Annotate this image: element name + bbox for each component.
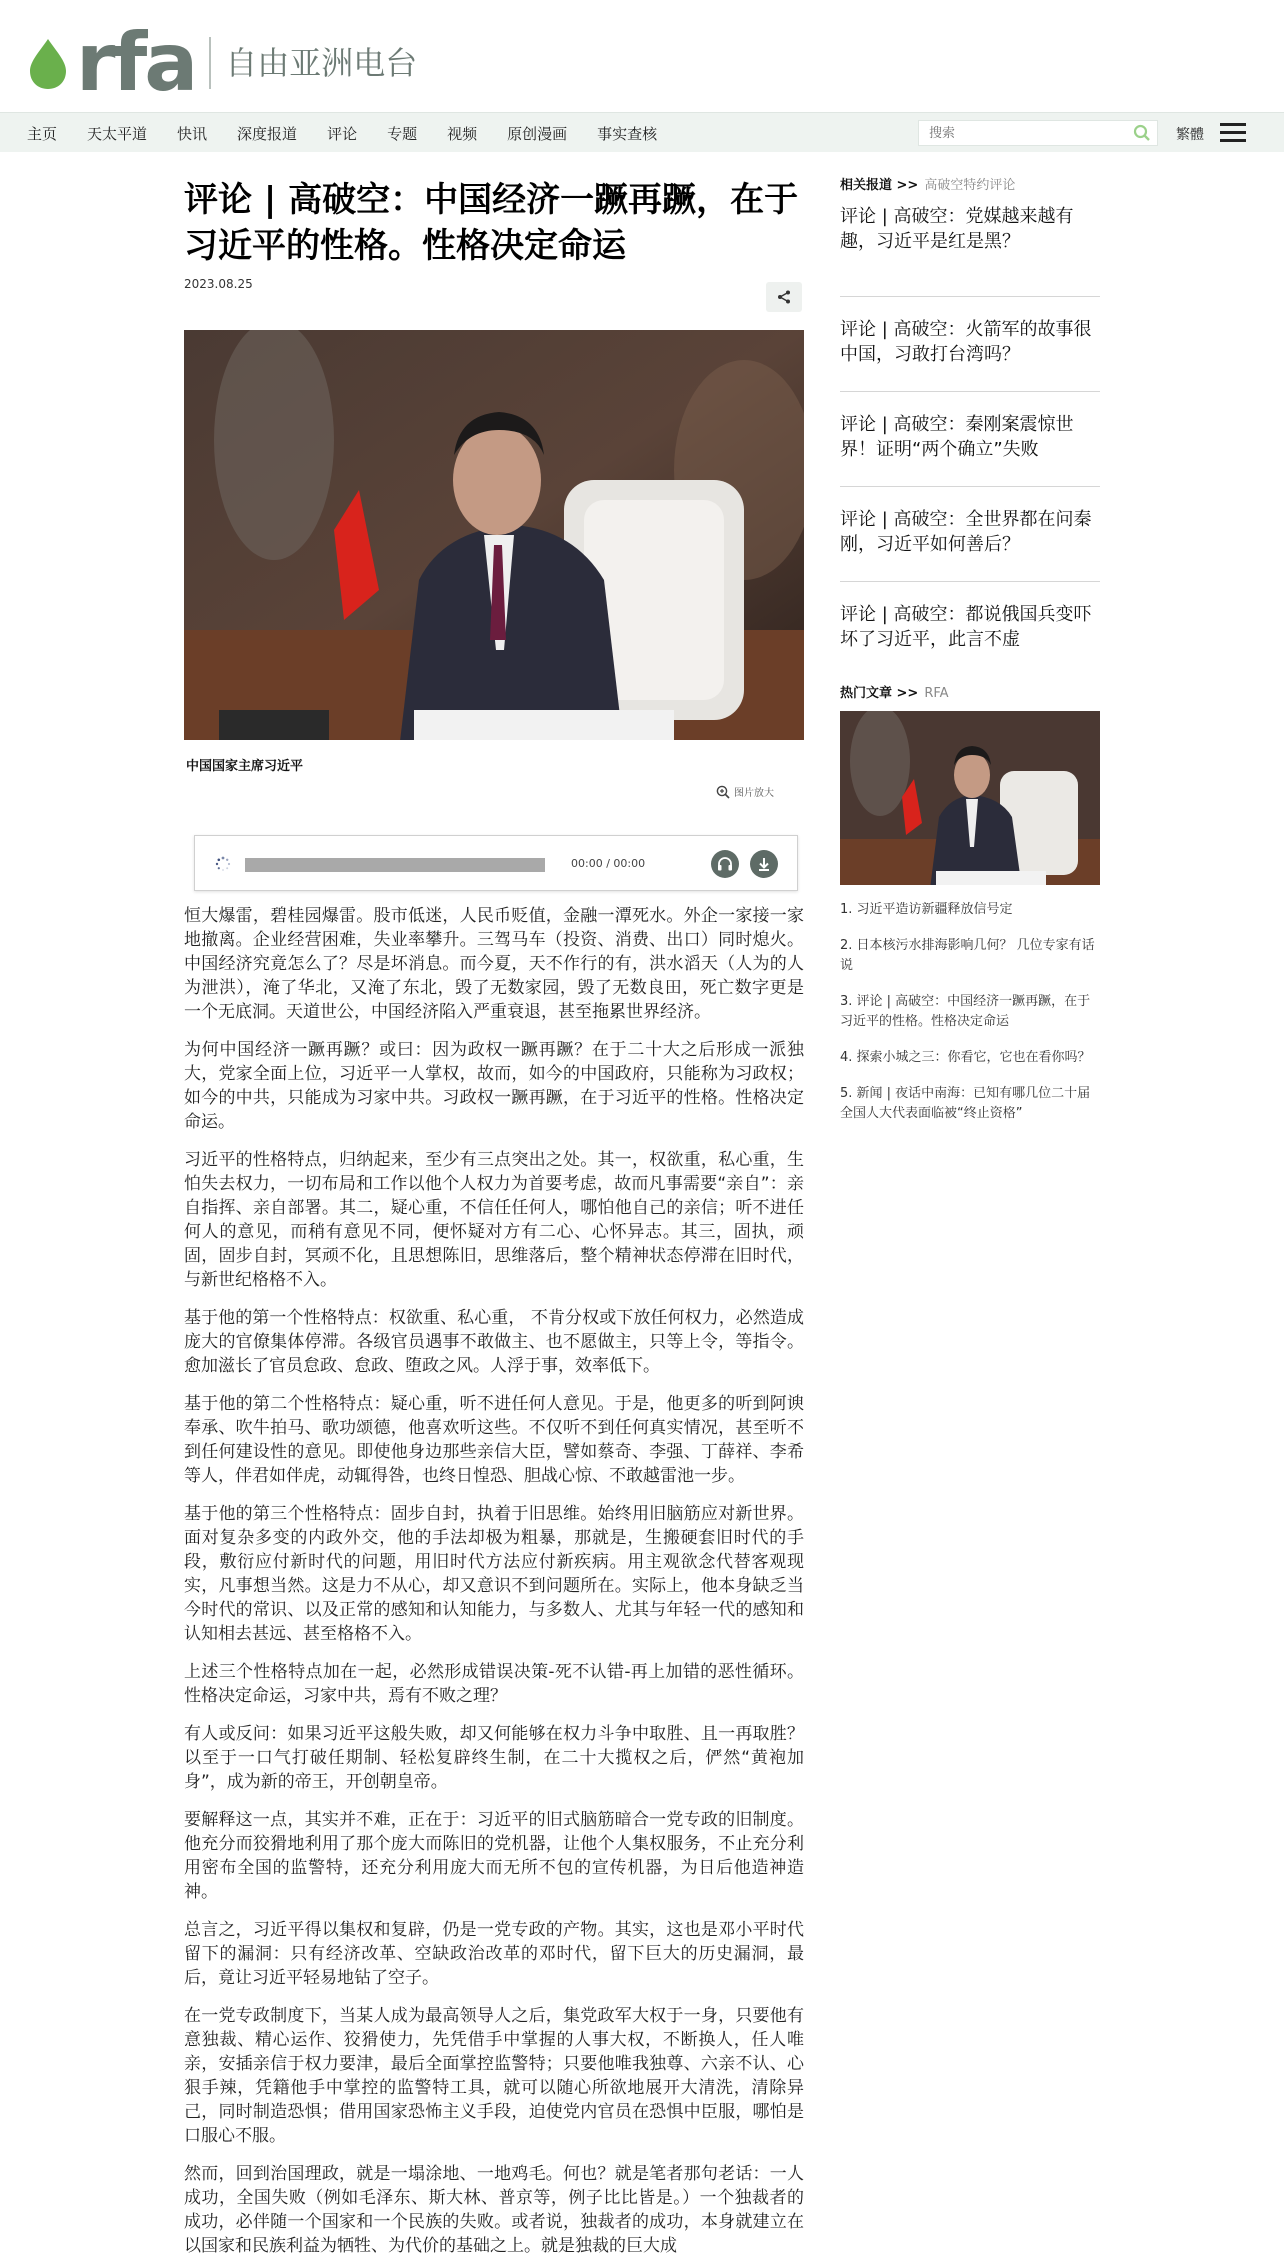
download-icon[interactable] [750, 850, 778, 878]
logo-divider [209, 37, 211, 89]
related-heading [840, 174, 1015, 193]
article-paragraph: 基于他的第三个性格特点：固步自封，执着于旧思维。始终用旧脑筋应对新世界。面对复杂多变的内政外交，他的手法却极为粗暴，那就是，生搬硬套旧时代的手段，敷衍应付新时代的问题，用旧时代方法应付新疾病。用主观欲念代替客观现实，凡事想当然。这是力不从心，却又意识不到问题所在。实际上，他本身缺乏当今时代的常识、以及正常的感知和认知能力，与多数人、尤其与年轻一代的感知和认知相去甚远、甚至格格不入。 [184, 1504, 804, 1644]
article-paragraph: 恒大爆雷，碧桂园爆雷。股市低迷，人民币贬值，金融一潭死水。外企一家接一家地撤离。企业经营困难，失业率攀升。三驾马车（投资、消费、出口）同时熄火。中国经济究竟怎么了？尽是坏消息。而今夏，天不作行的有，洪水滔天（人为的人为泄洪），淹了华北，又淹了东北，毁了无数家园，毁了无数良田，死亡数字更是一个无底洞。天道世公，中国经济陷入严重衰退，甚至拖累世界经济。 [184, 906, 804, 1022]
article-paragraph: 有人或反问：如果习近平这般失败，却又何能够在权力斗争中取胜、且一再取胜？以至于一口气打破任期制、轻松复辟终生制，在二十大揽权之后，俨然“黄袍加身”，成为新的帝王，开创朝皇帝。 [184, 1724, 804, 1792]
headphones-icon[interactable] [711, 850, 739, 878]
nav-item-home[interactable]: 主页 [27, 124, 58, 143]
logo-text: rfa [76, 16, 196, 109]
popular-list [840, 900, 1100, 1140]
article-photo[interactable] [184, 330, 804, 740]
enlarge-photo-link[interactable] [716, 784, 774, 799]
nav-item-factcheck[interactable]: 事实查核 [597, 124, 658, 143]
site-logo[interactable] [26, 16, 418, 109]
article-paragraph: 总言之，习近平得以集权和复辟，仍是一党专政的产物。其实，这也是邓小平时代留下的漏洞：只有经济改革、空缺政治改革的邓时代，留下巨大的历史漏洞，最后，竟让习近平轻易地钻了空子。 [184, 1920, 804, 1988]
zoom-icon [716, 785, 730, 799]
popular-item[interactable]: 5. 新闻 | 夜话中南海：已知有哪几位二十届全国人大代表面临被“终止资格” [840, 1086, 1091, 1121]
masthead [0, 0, 1284, 112]
audio-progress-bar[interactable] [245, 858, 545, 872]
nav-items [27, 113, 687, 153]
nav-item-indepth[interactable]: 深度报道 [237, 124, 298, 143]
related-item[interactable]: 评论 | 高破空：党媒越来越有趣，习近平是红是黑？ [840, 202, 1100, 297]
spinner-icon [215, 856, 231, 872]
article-paragraph: 然而，回到治国理政，就是一塌涂地、一地鸡毛。何也？就是笔者那句老话：一人成功，全国失败（例如毛泽东、斯大林、普京等，例子比比皆是。）一个独裁者的成功，必伴随一个国家和一个民族的失败。或者说，独裁者的成功，本身就建立在以国家和民族利益为牺牲、为代价的基础之上。就是独裁的巨大成 [184, 2164, 804, 2256]
nav-item-cartoon[interactable]: 原创漫画 [507, 124, 568, 143]
search-box [918, 120, 1158, 146]
language-toggle[interactable]: 繁體 [1176, 127, 1204, 143]
article-paragraph: 在一党专政制度下，当某人成为最高领导人之后，集党政军大权于一身，只要他有意独裁、精心运作、狡猾使力，先凭借手中掌握的人事大权，不断换人，任人唯亲，安插亲信于权力要津，最后全面掌控监警特；只要他唯我独尊、六亲不认、心狠手辣，凭籍他手中掌控的监警特工具，就可以随心所欲地展开大清洗，清除异己，同时制造恐惧；借用国家恐怖主义手段，迫使党内官员在恐惧中臣服，哪怕是口服心不服。 [184, 2006, 804, 2146]
related-item[interactable]: 评论 | 高破空：都说俄国兵变吓坏了习近平，此言不虚 [840, 604, 1092, 650]
article-paragraph: 基于他的第一个性格特点：权欲重、私心重， 不肯分权或下放任何权力，必然造成庞大的官僚集体停滞。各级官员遇事不敢做主、也不愿做主，只等上令，等指令。愈加滋长了官员怠政、怠政、堕政之风。人浮于事，效率低下。 [184, 1308, 804, 1376]
popular-photo[interactable] [840, 711, 1100, 885]
popular-item[interactable]: 4. 探索小城之三：你看它，它也在看你吗？ [840, 1050, 1091, 1065]
main-nav [0, 112, 1284, 152]
popular-item[interactable]: 3. 评论 | 高破空：中国经济一蹶再蹶，在于习近平的性格。性格决定命运 [840, 994, 1091, 1029]
nav-item-opinion[interactable]: 评论 [327, 124, 358, 143]
photo-caption: 中国国家主席习近平 [186, 759, 304, 774]
popular-heading-label[interactable]: 热门文章 >> [840, 686, 919, 701]
popular-heading [840, 682, 949, 701]
related-item[interactable]: 评论 | 高破空：火箭军的故事很中国，习敢打台湾吗？ [840, 297, 1100, 392]
menu-icon[interactable] [1220, 123, 1246, 143]
article-paragraph: 为何中国经济一蹶再蹶？或曰：因为政权一蹶再蹶？在于二十大之后形成一派独大，党家全面上位，习近平一人掌权，故而，如今的中国政府，只能称为习政权；如今的中共，只能成为习家中共。习政权一蹶再蹶，在于习近平的性格。性格决定命运。 [184, 1040, 804, 1132]
article-paragraph: 基于他的第二个性格特点：疑心重，听不进任何人意见。于是，他更多的听到阿谀奉承、吹牛拍马、歌功颂德，他喜欢听这些。不仅听不到任何真实情况，甚至听不到任何建设性的意见。即使他身边那些亲信大臣，譬如蔡奇、李强、丁薛祥、李希等人，伴君如伴虎，动辄得咎，也终日惶恐、胆战心惊、不敢越雷池一步。 [184, 1394, 804, 1486]
logo-drop-icon [26, 35, 70, 91]
audio-time: 00:00 / 00:00 [571, 857, 646, 870]
related-list [840, 202, 1100, 677]
popular-heading-sub: RFA [924, 686, 949, 701]
enlarge-label: 图片放大 [734, 788, 774, 799]
related-heading-label[interactable]: 相关报道 >> [840, 178, 919, 193]
nav-item-video[interactable]: 视频 [447, 124, 478, 143]
search-icon[interactable] [1127, 121, 1157, 145]
share-button[interactable] [766, 282, 802, 312]
article-date: 2023.08.25 [184, 277, 253, 291]
article-paragraph: 要解释这一点，其实并不难，正在于：习近平的旧式脑筋暗合一党专政的旧制度。他充分而狡猾地利用了那个庞大而陈旧的党机器，让他个人集权服务，不止充分利用密布全国的监警特，还充分利用庞大而无所不包的宣传机器，为日后他造神造神。 [184, 1810, 804, 1902]
article-headline: 评论 | 高破空：中国经济一蹶再蹶，在于习近平的性格。性格决定命运 [184, 180, 799, 266]
popular-item[interactable]: 1. 习近平造访新疆释放信号定 [840, 902, 1013, 917]
search-input[interactable] [919, 121, 1129, 145]
popular-item[interactable]: 2. 日本核污水排海影响几何？ 几位专家有话说 [840, 938, 1095, 973]
share-icon [777, 290, 791, 304]
article-paragraph: 上述三个性格特点加在一起，必然形成错误决策-死不认错-再上加错的恶性循环。性格决定命运，习家中共，焉有不败之理？ [184, 1662, 804, 1706]
article-paragraph: 习近平的性格特点，归纳起来，至少有三点突出之处。其一，权欲重，私心重，生怕失去权力，一切布局和工作以他个人权力为首要考虑，故而凡事需要“亲自”：亲自指挥、亲自部署。其二，疑心重，不信任任何人，哪怕他自己的亲信；听不进任何人的意见，而稍有意见不同，便怀疑对方有二心、心怀异志。其三，固执，顽固，固步自封，冥顽不化，且思想陈旧，思维落后，整个精神状态停滞在旧时代，与新世纪格格不入。 [184, 1150, 804, 1290]
audio-player [194, 835, 798, 891]
article-body [184, 904, 804, 2259]
nav-item-news[interactable]: 快讯 [177, 124, 208, 143]
related-heading-sub: 高破空特约评论 [924, 178, 1016, 193]
related-item[interactable]: 评论 | 高破空：全世界都在问秦刚，习近平如何善后？ [840, 487, 1100, 582]
nav-item-topics[interactable]: 专题 [387, 124, 418, 143]
nav-item-pacific[interactable]: 天太平道 [87, 124, 148, 143]
related-item[interactable]: 评论 | 高破空：秦刚案震惊世界！证明“两个确立”失败 [840, 392, 1100, 487]
logo-name-cn: 自由亚洲电台 [225, 44, 418, 82]
